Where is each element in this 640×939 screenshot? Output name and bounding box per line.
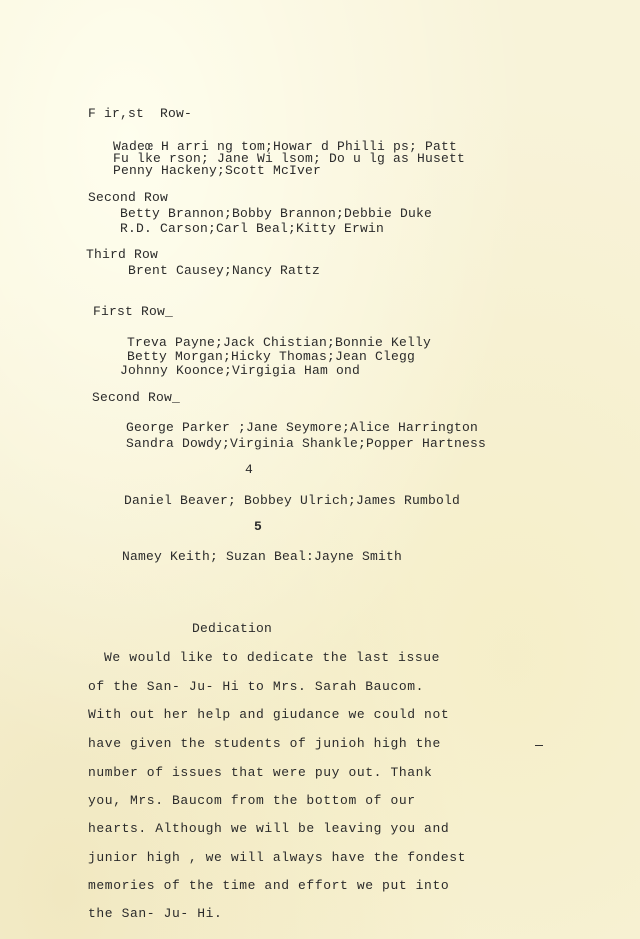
dedication-title: Dedication <box>192 621 273 636</box>
dedication-line: With out her help and giudance we could not <box>88 707 450 722</box>
dedication-line: We would like to dedicate the last issue <box>104 650 441 665</box>
name-line: Wadeœ H arri ng tom;Howar d Philli ps; Patt <box>113 139 458 154</box>
heading-third-row: Third Row <box>86 247 159 262</box>
dedication-line: number of issues that were puy out. Thank <box>88 765 433 780</box>
name-line: Sandra Dowdy;Virginia Shankle;Popper Hartness <box>126 436 487 451</box>
name-line: Brent Causey;Nancy Rattz <box>128 263 321 278</box>
dedication-line: you, Mrs. Baucom from the bottom of our <box>88 793 416 808</box>
name-line: Johnny Koonce;Virgigia Ham ond <box>120 363 361 378</box>
name-line: Namey Keith; Suzan Beal:Jayne Smith <box>122 549 403 564</box>
dedication-line: junior high , we will always have the fondest <box>88 850 467 865</box>
group-number-5: 5 <box>254 519 263 534</box>
heading-second-row-2: Second Row_ <box>92 390 181 405</box>
name-line: Fu lke rson; Jane Wi lsom; Do u lg as Husett <box>113 151 466 166</box>
name-line: George Parker ;Jane Seymore;Alice Harrington <box>126 420 479 435</box>
name-line: R.D. Carson;Carl Beal;Kitty Erwin <box>120 221 385 236</box>
name-line: Treva Payne;Jack Chistian;Bonnie Kelly <box>127 335 432 350</box>
name-line: Betty Brannon;Bobby Brannon;Debbie Duke <box>120 206 433 221</box>
group-number-4: 4 <box>245 462 254 477</box>
stray-mark <box>535 745 543 746</box>
dedication-line: memories of the time and effort we put into <box>88 878 450 893</box>
dedication-line: have given the students of junioh high the <box>88 736 441 751</box>
dedication-line: hearts. Although we will be leaving you and <box>88 821 450 836</box>
heading-first-row-1: F ir,st Row- <box>88 106 193 121</box>
heading-second-row-1: Second Row <box>88 190 169 205</box>
dedication-line: of the San- Ju- Hi to Mrs. Sarah Baucom. <box>88 679 425 694</box>
name-line: Betty Morgan;Hicky Thomas;Jean Clegg <box>127 349 416 364</box>
heading-first-row-2: First Row_ <box>93 304 174 319</box>
name-line: Penny Hackeny;Scott McIver <box>113 163 322 178</box>
name-line: Daniel Beaver; Bobbey Ulrich;James Rumbold <box>124 493 461 508</box>
dedication-line: the San- Ju- Hi. <box>88 906 223 921</box>
